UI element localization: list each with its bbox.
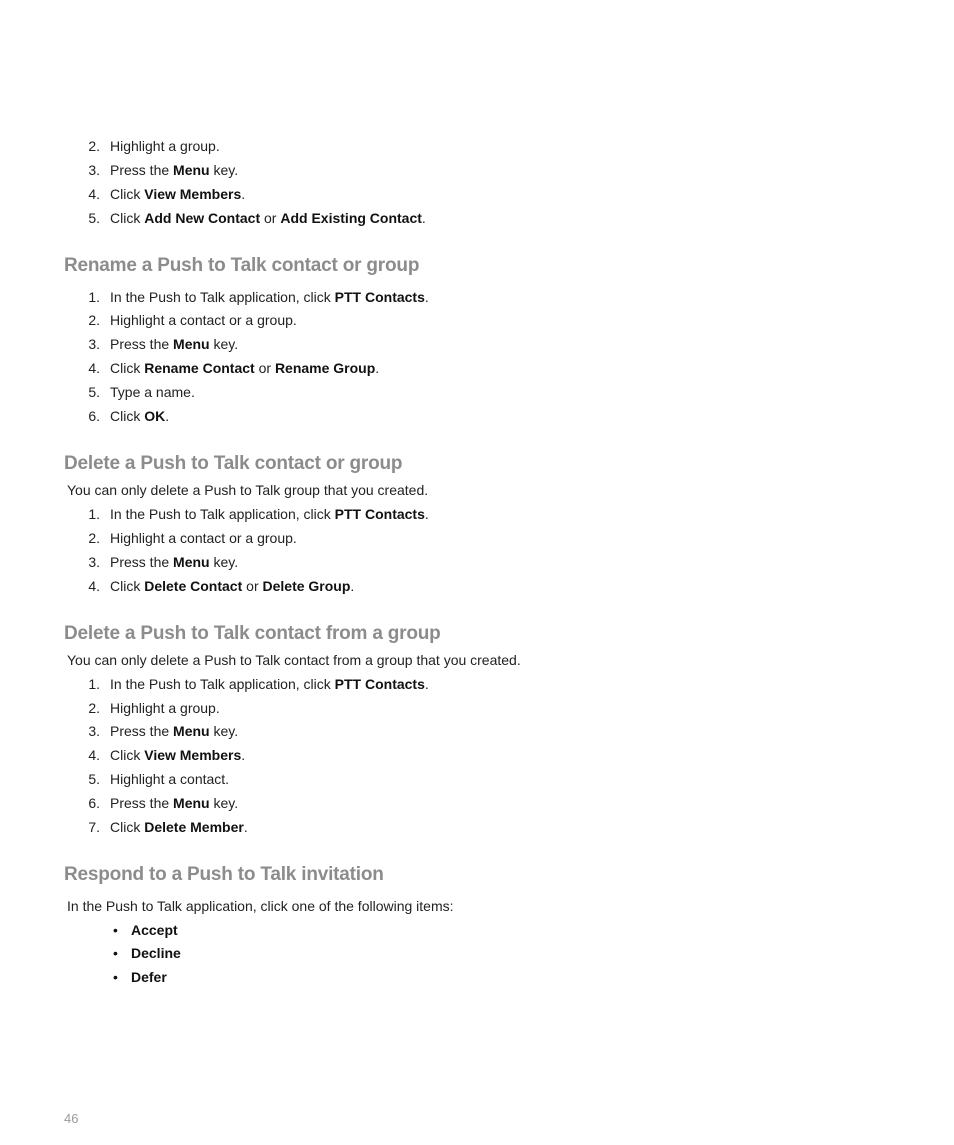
ui-element-name: Delete Group <box>262 578 351 594</box>
ui-element-name: View Members <box>144 186 242 202</box>
bullet-text: Defer <box>131 969 167 985</box>
step-number: 6. <box>88 408 100 424</box>
step-number: 4. <box>88 578 100 594</box>
step-text: Click Add New Contact or Add Existing Contact. <box>110 210 426 226</box>
ui-element-name: PTT Contacts <box>334 289 425 305</box>
step-number: 6. <box>88 795 100 811</box>
step-text: Press the Menu key. <box>110 795 239 811</box>
ui-element-name: OK <box>144 408 166 424</box>
ui-element-name: PTT Contacts <box>334 506 425 522</box>
bullet-text: Accept <box>131 922 178 938</box>
ui-element-name: Delete Member <box>144 819 244 835</box>
ui-element-name: Rename Contact <box>144 360 255 376</box>
step-number: 3. <box>88 336 100 352</box>
ui-element-name: Menu <box>173 336 210 352</box>
step-number: 5. <box>88 384 100 400</box>
section-intro-delete-from-group: You can only delete a Push to Talk contact from a group that you created. <box>67 652 521 668</box>
step-number: 3. <box>88 723 100 739</box>
step-text: Press the Menu key. <box>110 554 239 570</box>
section-heading-rename: Rename a Push to Talk contact or group <box>64 255 420 276</box>
step-number: 4. <box>88 360 100 376</box>
step-number: 2. <box>88 700 100 716</box>
page-number: 46 <box>64 1111 79 1126</box>
step-number: 4. <box>88 747 100 763</box>
step-number: 1. <box>88 289 100 305</box>
step-text: Click OK. <box>110 408 170 424</box>
step-number: 5. <box>88 210 100 226</box>
ui-element-name: Rename Group <box>274 360 376 376</box>
ui-element-name: Menu <box>173 554 210 570</box>
step-text: Click Delete Member. <box>110 819 248 835</box>
step-text: Highlight a contact or a group. <box>110 530 297 546</box>
step-text: Click View Members. <box>110 186 246 202</box>
step-number: 1. <box>88 506 100 522</box>
step-text: Click Rename Contact or Rename Group. <box>110 360 380 376</box>
step-text: Highlight a group. <box>110 138 220 154</box>
step-number: 3. <box>88 162 100 178</box>
ui-element-name: Add New Contact <box>144 210 261 226</box>
step-text: In the Push to Talk application, click PTT Contacts. <box>110 676 429 692</box>
ui-element-name: Menu <box>173 162 210 178</box>
step-text: In the Push to Talk application, click PTT Contacts. <box>110 289 429 305</box>
step-text: Type a name. <box>110 384 195 400</box>
bullet-icon: • <box>113 922 118 938</box>
ui-element-name: Menu <box>173 723 210 739</box>
ui-element-name: Delete Contact <box>144 578 243 594</box>
step-text: Press the Menu key. <box>110 723 239 739</box>
step-text: Click Delete Contact or Delete Group. <box>110 578 355 594</box>
ui-element-name: Menu <box>173 795 210 811</box>
step-text: In the Push to Talk application, click PTT Contacts. <box>110 506 429 522</box>
step-text: Press the Menu key. <box>110 162 239 178</box>
step-text: Click View Members. <box>110 747 246 763</box>
ui-element-name: Add Existing Contact <box>280 210 422 226</box>
section-heading-delete-from-group: Delete a Push to Talk contact from a group <box>64 623 441 644</box>
step-number: 5. <box>88 771 100 787</box>
section-heading-respond: Respond to a Push to Talk invitation <box>64 864 384 885</box>
ui-element-name: PTT Contacts <box>334 676 425 692</box>
bullet-icon: • <box>113 969 118 985</box>
bullet-text: Decline <box>131 945 181 961</box>
step-text: Highlight a contact. <box>110 771 230 787</box>
step-number: 4. <box>88 186 100 202</box>
section-intro-respond: In the Push to Talk application, click one of the following items: <box>67 898 454 914</box>
step-text: Press the Menu key. <box>110 336 239 352</box>
step-number: 2. <box>88 530 100 546</box>
step-number: 1. <box>88 676 100 692</box>
step-number: 2. <box>88 312 100 328</box>
step-text: Highlight a contact or a group. <box>110 312 297 328</box>
bullet-icon: • <box>113 945 118 961</box>
ui-element-name: View Members <box>144 747 242 763</box>
section-heading-delete-contact: Delete a Push to Talk contact or group <box>64 453 403 474</box>
step-number: 3. <box>88 554 100 570</box>
section-intro-delete-contact: You can only delete a Push to Talk group that you created. <box>67 482 429 498</box>
step-text: Highlight a group. <box>110 700 220 716</box>
step-number: 2. <box>88 138 100 154</box>
step-number: 7. <box>88 819 100 835</box>
